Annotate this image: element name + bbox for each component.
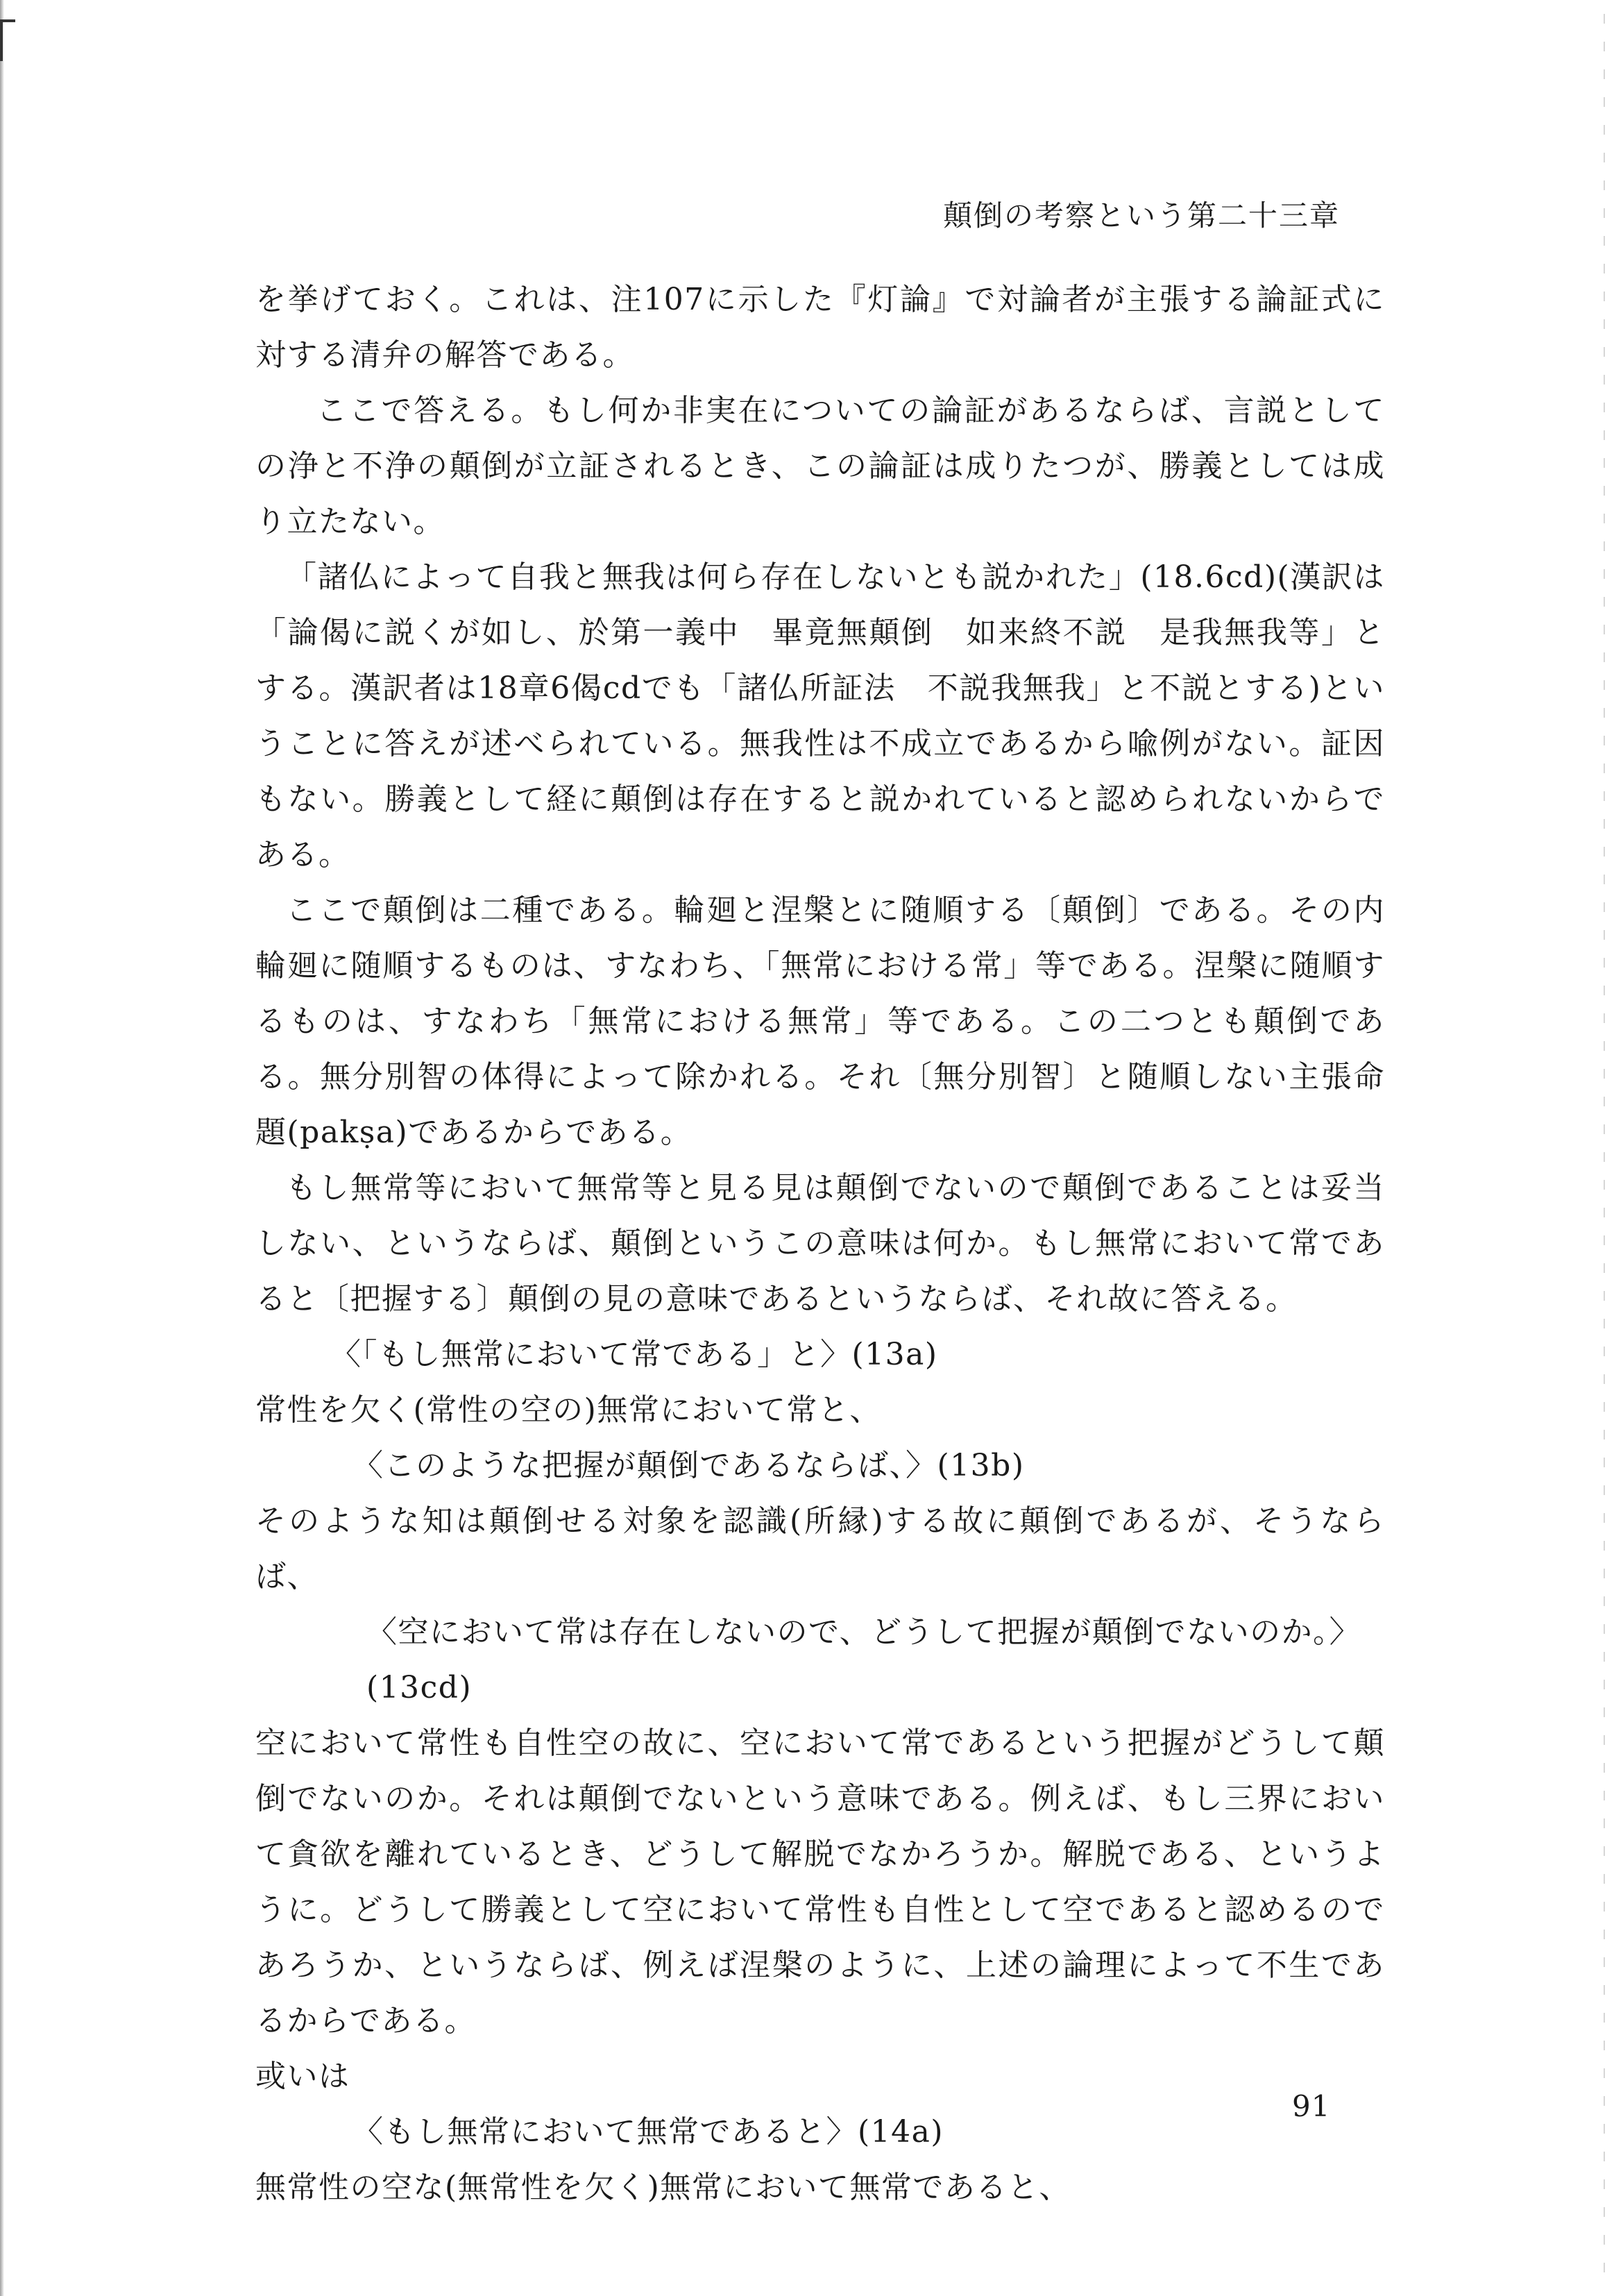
verse-reference: (13cd): [366, 1670, 473, 1705]
verse-line: 〈もし無常において無常であると〉(14a): [352, 2114, 944, 2150]
paragraph: そのような知は顛倒せる対象を認識(所縁)する故に顛倒であるが、そうならば、: [255, 1503, 1385, 1594]
verse-line: 〈空において常は存在しないので、どうして把握が顛倒でないのか。〉: [366, 1614, 1361, 1650]
paragraph: ここで答える。もし何か非実在についての論証があるならば、言説としての浄と不浄の顛倒が立証されるとき、この論証は成りたつが、勝義としては成り立たない。: [255, 393, 1385, 539]
paragraph: 或いは: [255, 2059, 350, 2094]
verse-line: 〈「もし無常において常である」と〉(13a): [330, 1337, 938, 1372]
page-number: 91: [1292, 2089, 1331, 2123]
paragraph: を挙げておく。これは、注107に示した『灯論』で対論者が主張する論証式に対する清弁の解答である。: [255, 282, 1385, 373]
scan-edge-right: [1604, 14, 1605, 2290]
paragraph: 無常性の空な(無常性を欠く)無常において無常であると、: [255, 2170, 1071, 2205]
body-text: [255, 272, 1385, 2215]
paragraph: 「諸仏によって自我と無我は何ら存在しないとも説かれた」(18.6cd)(漢訳は「論偈に説くが如し、於第一義中 畢竟無顛倒 如来終不説 是我無我等」とする。漢訳者は18章6偈cdでも「諸仏所証法 不説我無我」と不説とする)ということに答えが述べられている。無我性は不成立であるから喩例がない。証因もない。勝義として経に顛倒は存在すると説かれていると認められないからである。: [255, 559, 1385, 872]
paragraph: 空において常性も自性空の故に、空において常であるという把握がどうして顛倒でないのか。それは顛倒でないという意味である。例えば、もし三界において貪欲を離れているとき、どうして解脱でなかろうか。解脱である、というように。どうして勝義として空において常性も自性として空であると認めるのであろうか、というならば、例えば涅槃のように、上述の論理によって不生であるからである。: [255, 1725, 1385, 2038]
scan-edge-shadow: [0, 0, 4, 2296]
scan-corner-mark-vertical: [0, 19, 3, 61]
paragraph: 常性を欠く(常性の空の)無常において常と、: [255, 1392, 881, 1428]
verse-line: 〈このような把握が顛倒であるならば、〉(13b): [352, 1448, 1025, 1483]
paragraph: ここで顛倒は二種である。輪廻と涅槃とに随順する〔顛倒〕である。その内輪廻に随順するものは、すなわち、「無常における常」等である。涅槃に随順するものは、すなわち「無常における無常」等である。この二つとも顛倒である。無分別智の体得によって除かれる。それ〔無分別智〕と随順しない主張命題(pakṣa)であるからである。: [255, 893, 1385, 1150]
running-head: 顛倒の考察という第二十三章: [942, 199, 1340, 233]
paragraph: もし無常等において無常等と見る見は顛倒でないので顛倒であることは妥当しない、というならば、顛倒というこの意味は何か。もし無常において常であると〔把握する〕顛倒の見の意味であるというならば、それ故に答える。: [255, 1170, 1385, 1317]
